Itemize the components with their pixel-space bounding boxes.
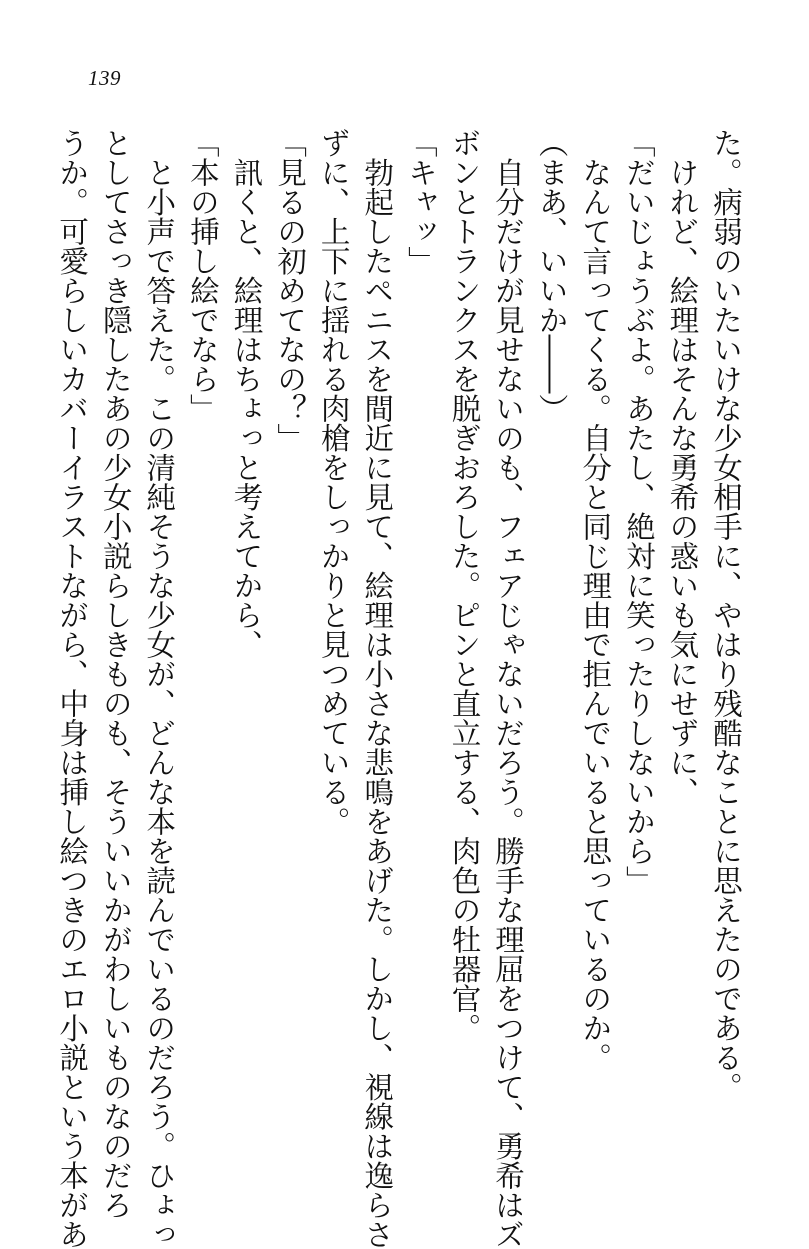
page-number: 139 <box>88 66 121 90</box>
text-line: （まあ、いいか――） <box>534 128 569 423</box>
text-line: うか。可愛らしいカバーイラストながら、中身は挿し絵つきのエロ小説という本があ <box>55 128 90 1249</box>
novel-text-body <box>55 128 747 1249</box>
text-line: ボンとトランクスを脱ぎおろした。ピンと直立する、肉色の牡器官。 <box>447 128 482 1043</box>
text-line: 訊くと、絵理はちょっと考えてから、 <box>229 128 264 659</box>
text-line: 自分だけが見せないのも、フェアじゃないだろう。勝手な理屈をつけて、勇希はズ <box>491 128 526 1249</box>
text-line: 「キャッ」 <box>403 128 438 276</box>
text-line: 勃起したペニスを間近に見て、絵理は小さな悲鳴をあげた。しかし、視線は逸らさ <box>360 128 395 1249</box>
text-line: 「だいじょうぶよ。あたし、絶対に笑ったりしないから」 <box>621 128 656 895</box>
text-line: ずに、上下に揺れる肉槍をしっかりと見つめている。 <box>316 128 351 836</box>
text-line: た。病弱のいたいけな少女相手に、やはり残酷なことに思えたのである。 <box>709 128 743 1102</box>
text-line: 「見るの初めてなの？」 <box>273 128 308 453</box>
text-line: と小声で答えた。この清純そうな少女が、どんな本を読んでいるのだろう。ひょっ <box>142 128 177 1249</box>
text-line: 「本の挿し絵でなら」 <box>185 128 220 423</box>
text-line: なんて言ってくる。自分と同じ理由で拒んでいると思っているのか。 <box>578 128 613 1072</box>
text-line: としてさっき隠したあの少女小説らしきものも、そういいかがわしいものなのだろ <box>98 128 133 1220</box>
text-line: けれど、絵理はそんな勇希の惑いも気にせずに、 <box>665 128 700 807</box>
